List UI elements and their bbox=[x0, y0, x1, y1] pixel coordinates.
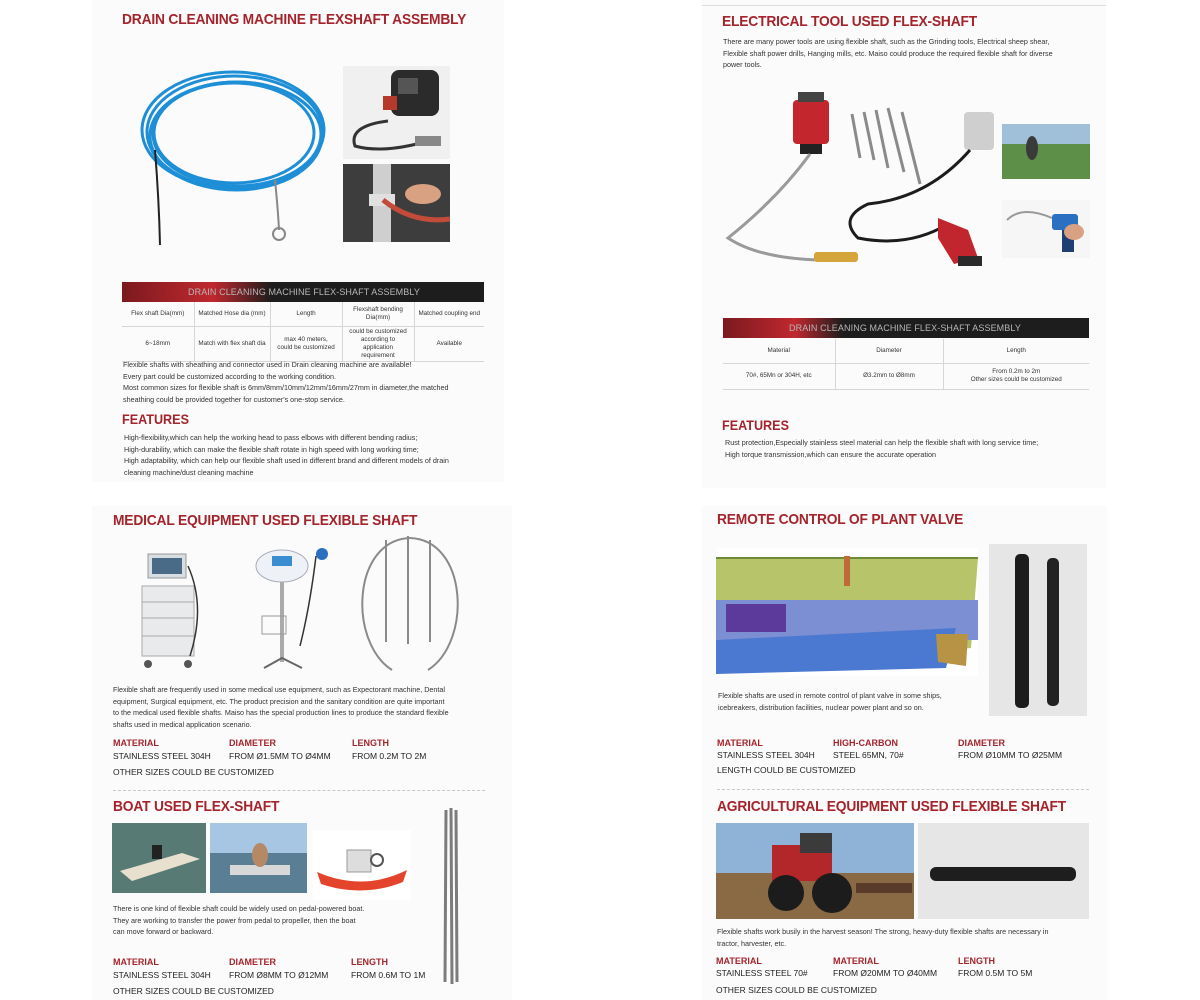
electrical-th-1: Diameter bbox=[835, 339, 943, 363]
boat-kayak-image bbox=[112, 823, 206, 893]
drain-th-4: Matched coupling end bbox=[414, 302, 484, 326]
boat-note: OTHER SIZES COULD BE CUSTOMIZED bbox=[113, 986, 274, 996]
electrical-td-0: 70#, 65Mn or 304H, etc bbox=[723, 363, 835, 389]
electrical-td-1: Ø3.2mm to Ø8mm bbox=[835, 363, 943, 389]
agri-spec-0-value: STAINLESS STEEL 70# bbox=[716, 968, 808, 978]
drain-th-0: Flex shaft Dia(mm) bbox=[122, 302, 194, 326]
drain-table-title: DRAIN CLEANING MACHINE FLEX-SHAFT ASSEMBLY bbox=[188, 287, 420, 297]
remote-divider bbox=[717, 789, 1089, 790]
drain-td-4: Available bbox=[414, 326, 484, 361]
medical-title: MEDICAL EQUIPMENT USED FLEXIBLE SHAFT bbox=[113, 512, 418, 529]
electrical-title: ELECTRICAL TOOL USED FLEX-SHAFT bbox=[722, 13, 977, 30]
agri-spec-2-label: LENGTH bbox=[958, 956, 995, 966]
medical-spec-2-label: LENGTH bbox=[352, 738, 389, 748]
agri-spec-1-label: MATERIAL bbox=[833, 956, 879, 966]
electrical-features-title: FEATURES bbox=[722, 417, 789, 433]
agri-spec-0-label: MATERIAL bbox=[716, 956, 762, 966]
boat-spec-2-label: LENGTH bbox=[351, 957, 388, 967]
medical-spec-1-label: DIAMETER bbox=[229, 738, 276, 748]
medical-shafts-image bbox=[352, 532, 470, 680]
electrical-tools-image bbox=[718, 88, 998, 278]
electrical-field-image bbox=[1002, 124, 1090, 179]
medical-divider bbox=[113, 790, 485, 791]
remote-spec-2-label: DIAMETER bbox=[958, 738, 1005, 748]
agri-title: AGRICULTURAL EQUIPMENT USED FLEXIBLE SHAFT bbox=[717, 798, 1067, 815]
remote-note: LENGTH COULD BE CUSTOMIZED bbox=[717, 765, 856, 775]
remote-spec-0-label: MATERIAL bbox=[717, 738, 763, 748]
agri-spec-2-value: FROM 0.5M TO 5M bbox=[958, 968, 1033, 978]
boat-spec-0-label: MATERIAL bbox=[113, 957, 159, 967]
drain-description: Flexible shafts with sheathing and connector used in Drain cleaning machine are available! Every part could be customized according to the working condition. Most common sizes for flexible shaft is 6mm/8mm/10mm/12mm/16mm/27mm in diameter,the matched sheathing could be provided together for customer's one-stop service. bbox=[123, 360, 449, 404]
boat-title: BOAT USED FLEX-SHAFT bbox=[113, 798, 280, 815]
agri-shaft-image bbox=[918, 823, 1089, 919]
remote-spec-2-value: FROM Ø10MM TO Ø25MM bbox=[958, 750, 1063, 760]
electrical-th-2: Length bbox=[943, 339, 1089, 363]
electrical-features-list: Rust protection,Especially stainless steel material can help the flexible shaft with long service time; High torque transmission,which can ensure the accurate operation bbox=[725, 438, 1039, 459]
agri-tractor-image bbox=[716, 823, 914, 919]
electrical-table-title: DRAIN CLEANING MACHINE FLEX-SHAFT ASSEMBLY bbox=[789, 323, 1021, 333]
medical-note: OTHER SIZES COULD BE CUSTOMIZED bbox=[113, 767, 274, 777]
drain-flexshaft-image bbox=[135, 70, 335, 250]
drain-td-1: Match with flex shaft dia bbox=[194, 326, 270, 361]
drain-table-bar bbox=[122, 282, 484, 302]
electrical-th-0: Material bbox=[723, 339, 835, 363]
boat-spec-0-value: STAINLESS STEEL 304H bbox=[113, 970, 211, 980]
boat-red-image bbox=[313, 830, 411, 900]
drain-spec-table bbox=[122, 302, 484, 362]
drain-td-0: 6~18mm bbox=[122, 326, 194, 361]
electrical-td-2: From 0.2m to 2m Other sizes could be customized bbox=[943, 363, 1089, 389]
drain-th-3: Flexshaft bending Dia(mm) bbox=[342, 302, 414, 326]
electrical-table-bar bbox=[723, 318, 1089, 338]
boat-spec-1-label: DIAMETER bbox=[229, 957, 276, 967]
boat-spec-1-value: FROM Ø8MM TO Ø12MM bbox=[229, 970, 329, 980]
boat-pedal-image bbox=[210, 823, 307, 893]
drain-pipe-image bbox=[343, 164, 450, 242]
medical-device-image bbox=[250, 546, 330, 676]
medical-spec-0-label: MATERIAL bbox=[113, 738, 159, 748]
electrical-description: There are many power tools are using flexible shaft, such as the Grinding tools, Electrical sheep shear, Flexible shaft power drills, Hanging mills, etc. Maiso could produce the required flexible shaft for diverse power tools. bbox=[723, 37, 1053, 69]
drain-td-2: max 40 meters, could be customized bbox=[270, 326, 342, 361]
medical-description: Flexible shaft are frequently used in some medical use equipment, such as Expectorant machine, Dental equipment, Surgical equipment, etc. The product precision and the sanitary condition are quite important to the medical used flexible shafts. Maiso has the special production lines to produce the standard flexible shafts used in medical application scenario. bbox=[113, 685, 449, 729]
electrical-spec-table bbox=[723, 339, 1089, 390]
agri-note: OTHER SIZES COULD BE CUSTOMIZED bbox=[716, 985, 877, 995]
remote-title: REMOTE CONTROL OF PLANT VALVE bbox=[717, 511, 964, 528]
agri-spec-1-value: FROM Ø20MM TO Ø40MM bbox=[833, 968, 938, 978]
electrical-drill-image bbox=[1002, 200, 1090, 258]
medical-spec-2-value: FROM 0.2M TO 2M bbox=[352, 751, 427, 761]
drain-td-3: could be customized according to application requirement bbox=[342, 326, 414, 361]
boat-shafts-image bbox=[436, 806, 466, 988]
drain-th-2: Length bbox=[270, 302, 342, 326]
remote-ship-image bbox=[716, 548, 978, 676]
drain-machine-image bbox=[343, 66, 450, 159]
medical-spec-1-value: FROM Ø1.5MM TO Ø4MM bbox=[229, 751, 331, 761]
remote-spec-0-value: STAINLESS STEEL 304H bbox=[717, 750, 815, 760]
drain-th-1: Matched Hose dia (mm) bbox=[194, 302, 270, 326]
drain-features-title: FEATURES bbox=[122, 411, 189, 427]
boat-spec-2-value: FROM 0.6M TO 1M bbox=[351, 970, 426, 980]
remote-spec-1-label: HIGH-CARBON bbox=[833, 738, 898, 748]
agri-description: Flexible shafts work busily in the harvest season! The strong, heavy-duty flexible shafts are necessary in tractor, harvester, etc. bbox=[717, 927, 1049, 948]
remote-description: Flexible shafts are used in remote control of plant valve in some ships, icebreakers, distribution facilities, nuclear power plant and so on. bbox=[718, 691, 942, 712]
drain-features-list: High-flexibility,which can help the working head to pass elbows with different bending radius; High-durability, which can make the flexible shaft rotate in high speed with long working time; High adaptability, which can help our flexible shaft used in different brand and different models of drain cleaning machine/dust cleaning machine bbox=[124, 433, 449, 477]
drain-title: DRAIN CLEANING MACHINE FLEXSHAFT ASSEMBLY bbox=[122, 11, 467, 28]
remote-spec-1-value: STEEL 65MN, 70# bbox=[833, 750, 904, 760]
remote-shafts-image bbox=[989, 544, 1087, 716]
boat-description: There is one kind of flexible shaft could be widely used on pedal-powered boat. They are working to transfer the power from pedal to propeller, then the boat can move forward or backward. bbox=[113, 904, 365, 936]
medical-spec-0-value: STAINLESS STEEL 304H bbox=[113, 751, 211, 761]
medical-cart-image bbox=[128, 546, 208, 676]
